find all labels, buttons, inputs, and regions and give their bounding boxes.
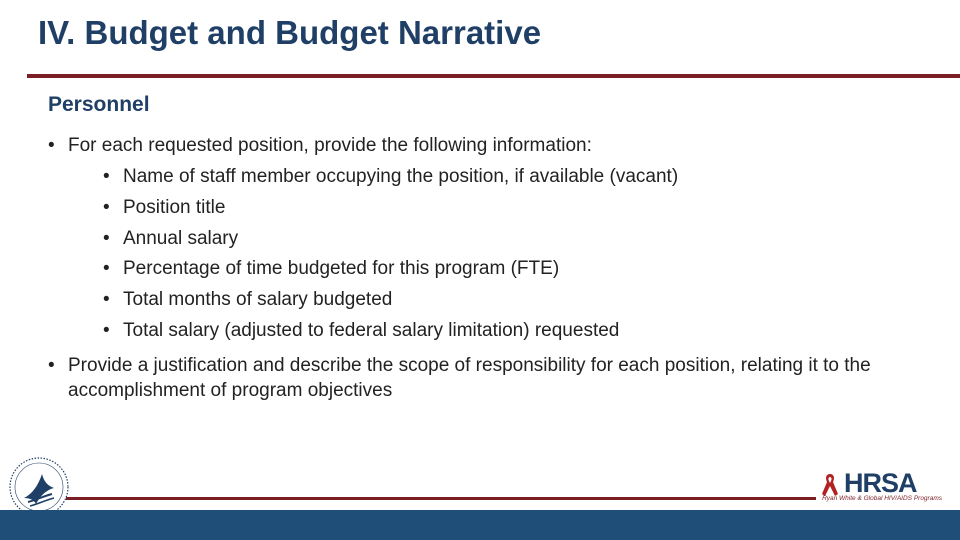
sub-bullet-item: • Total months of salary budgeted (103, 285, 938, 316)
sub-bullet-item: • Annual salary (103, 224, 938, 255)
sub-bullet-item: • Position title (103, 193, 938, 224)
sub-bullet-item: • Percentage of time budgeted for this program (FTE) (103, 254, 938, 285)
bullet-item (48, 353, 938, 403)
slide-title: IV. Budget and Budget Narrative (38, 14, 542, 51)
title-divider (27, 74, 960, 78)
bullet-text: Provide a justification and describe the scope of responsibility for each position, relating it to the accomplishment of program objectives (68, 354, 871, 401)
footer-band (0, 510, 960, 540)
footer-divider (66, 497, 816, 500)
hrsa-wordmark: HRSA (844, 468, 917, 498)
sub-bullet-item: • Name of staff member occupying the position, if available (vacant) (103, 162, 938, 193)
sub-bullet-item: • Total salary (adjusted to federal salary limitation) requested (103, 316, 938, 347)
hrsa-tagline: Ryan White & Global HIV/AIDS Programs (822, 495, 942, 502)
sub-bullet-list (68, 162, 938, 347)
hrsa-logo (818, 468, 942, 506)
section-heading: Personnel (48, 93, 150, 116)
bullet-text: For each requested position, provide the following information: (68, 135, 592, 156)
bullet-item (48, 133, 938, 347)
bullet-list (48, 133, 938, 403)
hhs-seal-icon (8, 456, 70, 518)
